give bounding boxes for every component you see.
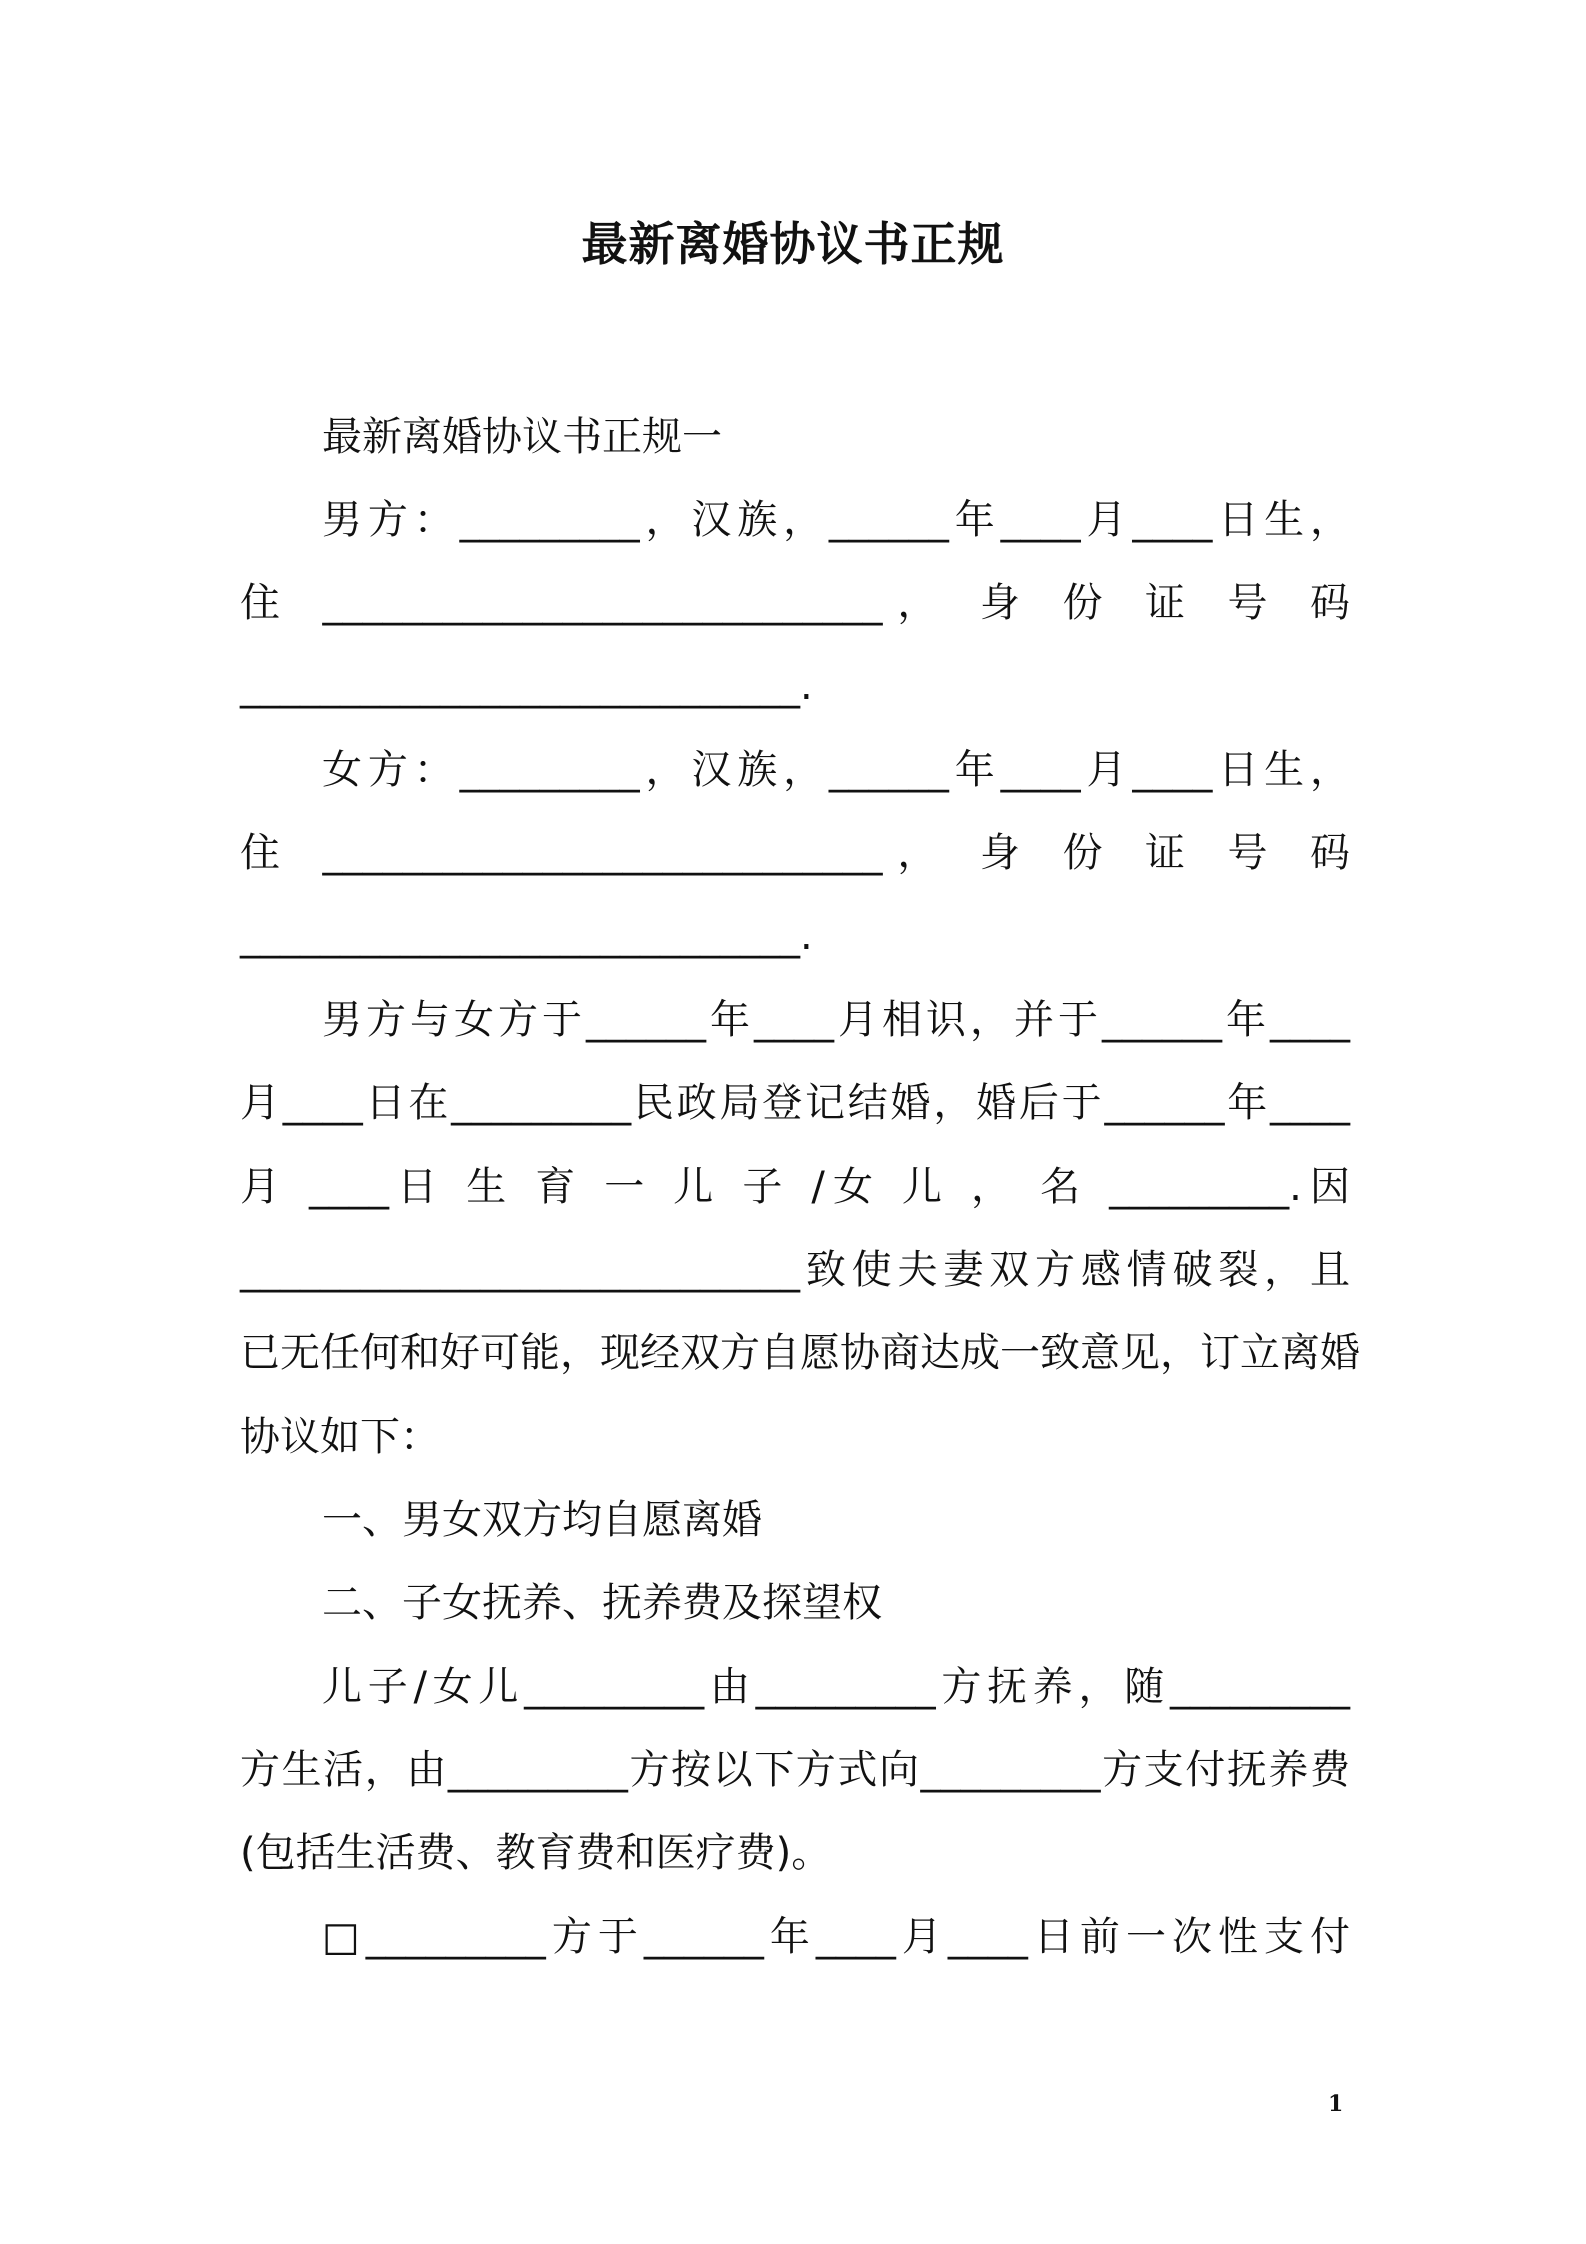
paragraph-line: 月 ____日 生 育 一 儿 子 /女 儿 ， 名 _________.因 — [240, 1164, 1350, 1210]
paragraph-line: 住 ____________________________， 身 份 证 号 码 — [240, 580, 1350, 626]
clause-heading: 一、男女双方均自愿离婚 — [322, 1497, 762, 1543]
paragraph-line: ____________________________致使夫妻双方感情破裂，且 — [240, 1247, 1350, 1293]
paragraph-line: 男方与女方于______年____月相识，并于______年____ — [322, 997, 1350, 1043]
paragraph-line: 协议如下： — [240, 1414, 440, 1460]
paragraph-line: 男方：_________，汉族，______年____月____日生， — [322, 497, 1350, 543]
clause-heading: 二、子女抚养、抚养费及探望权 — [322, 1580, 882, 1626]
checkbox-option-line: □_________方于______年____月____日前一次性支付 — [322, 1914, 1350, 1960]
page-number: 1 — [1328, 2091, 1344, 2117]
paragraph-line: 已无任何和好可能，现经双方自愿协商达成一致意见，订立离婚 — [240, 1330, 1360, 1376]
document-title: 最新离婚协议书正规 — [581, 217, 1005, 271]
paragraph-line: 儿子/女儿_________由_________方抚养，随_________ — [322, 1664, 1350, 1710]
paragraph-line: ____________________________. — [240, 663, 813, 709]
paragraph-line: 女方：_________，汉族，______年____月____日生， — [322, 747, 1350, 793]
paragraph-line: 住 ____________________________， 身 份 证 号 码 — [240, 830, 1350, 876]
paragraph-line: 月____日在_________民政局登记结婚，婚后于______年____ — [240, 1080, 1350, 1126]
section-heading: 最新离婚协议书正规一 — [322, 414, 722, 460]
paragraph-line: (包括生活费、教育费和医疗费)。 — [240, 1830, 832, 1876]
paragraph-line: 方生活，由_________方按以下方式向_________方支付抚养费 — [240, 1747, 1350, 1793]
paragraph-line: ____________________________. — [240, 913, 813, 959]
